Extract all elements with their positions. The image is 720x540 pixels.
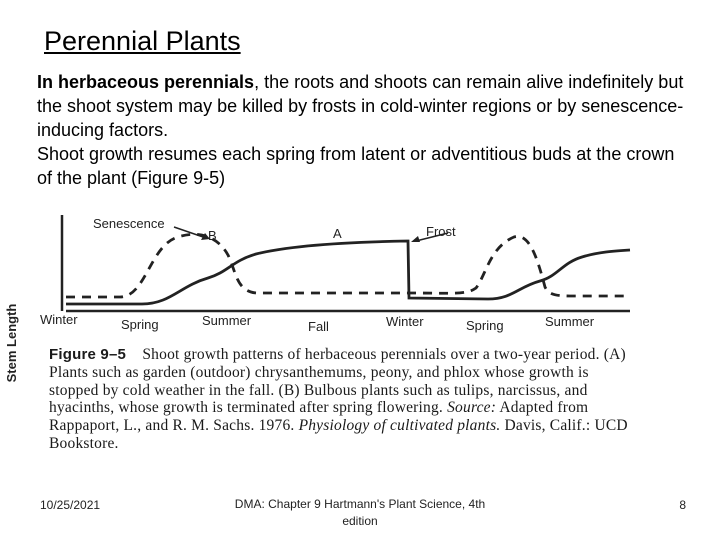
y-axis-label: Stem Length: [4, 303, 19, 383]
season-label: Fall: [308, 319, 329, 334]
season-label: Spring: [466, 318, 504, 333]
paragraph-2: Shoot growth resumes each spring from latent or adventitious buds at the crown of the plant (Figure 9-5): [37, 144, 675, 188]
senescence-label: Senescence: [93, 216, 165, 231]
body-text: [37, 70, 687, 190]
slide-title: Perennial Plants: [44, 26, 241, 56]
season-label: Summer: [545, 314, 595, 329]
frost-arrowhead: [411, 236, 420, 242]
caption-citation: Adapted from Rappaport, L., and R. M. Sachs. 1976.: [49, 399, 589, 435]
season-label: Summer: [202, 313, 252, 328]
caption-book-title: Physiology of cultivated plants.: [298, 417, 501, 435]
figure-number: Figure 9–5: [49, 346, 127, 363]
season-label: Winter: [40, 312, 78, 327]
caption-text: Shoot growth patterns of herbaceous perennials over a two-year period. (A) Plants such as garden (outdoor) chrysanthemums, peony, and phlox whose growth is stopped by cold weather in the fall. (B) Bulbous plants such as tulips, narcissus, and hyacinths, whose growth is terminated after spring flowering.: [49, 346, 626, 417]
caption-publisher: Davis, Calif.: UCD Bookstore.: [49, 417, 628, 452]
footer-date: 10/25/2021: [40, 498, 101, 512]
paragraph-1-rest: , the roots and shoots can remain alive indefinitely but the shoot system may be killed by frosts in cold-winter regions or by senescence-inducing factors.: [37, 72, 684, 140]
paragraph-1: [37, 70, 687, 142]
paragraph-1-bold: In herbaceous perennials: [37, 72, 255, 92]
frost-label: Frost: [426, 224, 456, 239]
footer-source: DMA: Chapter 9 Hartmann's Plant Science, 4th edition: [234, 497, 486, 528]
caption-source-label: Source:: [447, 399, 497, 417]
figure-caption: [49, 346, 639, 472]
curve-a: [66, 241, 630, 304]
season-label: Winter: [386, 314, 424, 329]
senescence-arrow: [174, 227, 206, 238]
curve-b-label: B: [208, 228, 217, 243]
season-label: Spring: [121, 317, 159, 332]
curve-a-label: A: [333, 226, 342, 241]
page-number: 8: [679, 498, 686, 512]
